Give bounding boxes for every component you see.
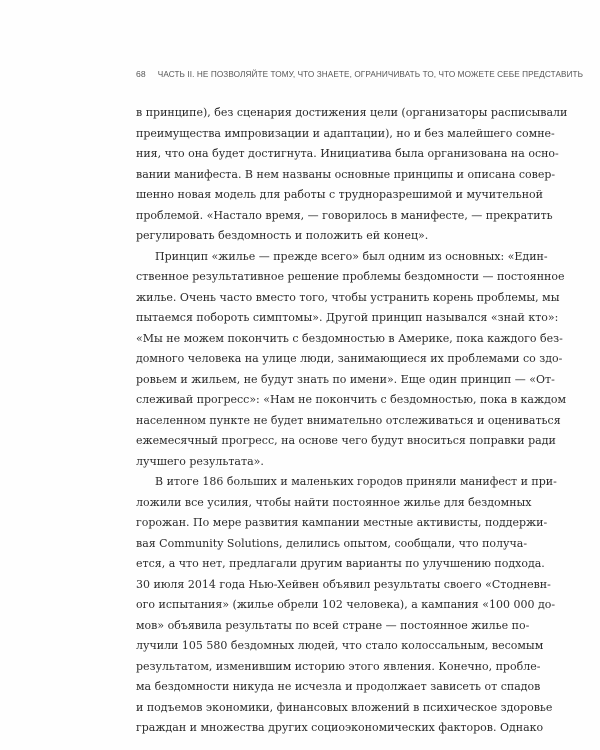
text-line: лучшего результата». — [136, 454, 264, 468]
text-line: граждан и множества других социоэкономических факторов. Однако — [136, 721, 544, 734]
text-line: шенно новая модель для работы с трудноразрешимой и мучительной — [136, 188, 543, 201]
text-line: В итоге 186 больших и маленьких городов приняли манифест и при- — [155, 475, 557, 488]
text-line: населенном пункте не будет внимательно отслеживаться и оцениваться — [136, 413, 561, 427]
page-number: 68 — [136, 69, 146, 79]
text-line: результатом, изменившим историю этого явления. Конечно, пробле- — [136, 659, 541, 673]
text-line: домного человека на улице люди, занимающиеся их проблемами со здо- — [136, 352, 563, 365]
text-line: «Мы не можем покончить с бездомностью в Америке, пока каждого без- — [136, 331, 563, 345]
text-line: мов» объявила результаты по всей стране — постоянное жилье по- — [136, 618, 530, 632]
text-line: преимущества импровизации и адаптации), но и без малейшего сомне- — [136, 126, 555, 140]
paragraph — [136, 103, 568, 247]
text-line: ого испытания» (жилье обрели 102 человека), а кампания «100 000 до- — [136, 598, 556, 611]
text-line: ется, а что нет, предлагали другим варианты по улучшению подхода. — [136, 557, 545, 570]
paragraph — [136, 247, 567, 473]
text-line: ложили все усилия, чтобы найти постоянное жилье для бездомных — [136, 495, 532, 509]
text-line: вании манифеста. В нем названы основные принципы и описана совер- — [136, 167, 556, 181]
running-header — [136, 67, 584, 81]
text-line: слеживай прогресс»: «Нам не покончить с бездомностью, пока в каждом — [136, 393, 567, 406]
text-line: Принцип «жилье — прежде всего» был одним из основных: «Един- — [155, 249, 548, 263]
text-line: ежемесячный прогресс, на основе чего будут вноситься поправки ради — [136, 434, 556, 447]
text-line: ственное результативное решение проблемы бездомности — постоянное — [136, 270, 565, 283]
text-line: вая Community Solutions, делились опытом, сообщали, что получа- — [136, 536, 528, 550]
text-line: в принципе), без сценария достижения цели (организаторы расписывали — [136, 106, 568, 119]
text-line: лучили 105 580 бездомных людей, что стало колоссальным, весомым — [136, 639, 544, 652]
text-line: и подъемов экономики, финансовых вложений в психическое здоровье — [136, 700, 553, 714]
text-line: ния, что она будет достигнута. Инициатива была организована на осно- — [136, 147, 559, 160]
text-line: ровьем и жильем, не будут знать по имени». Еще один принцип — «От- — [136, 372, 555, 386]
text-line: горожан. По мере развития кампании местные активисты, поддержи- — [136, 516, 548, 529]
paragraph — [136, 472, 557, 739]
text-line: 30 июля 2014 года Нью-Хейвен объявил результаты своего «Стодневн- — [136, 577, 551, 591]
text-line: жилье. Очень часто вместо того, чтобы устранить корень проблемы, мы — [136, 290, 560, 304]
text-line: пытаемся побороть симптомы». Другой принцип назывался «знай кто»: — [136, 311, 559, 324]
body-text — [136, 103, 568, 739]
text-line: проблемой. «Настало время, — говорилось в манифесте, — прекратить — [136, 208, 553, 222]
running-title: ЧАСТЬ II. НЕ ПОЗВОЛЯЙТЕ ТОМУ, ЧТО ЗНАЕТЕ, ОГРАНИЧИВАТЬ ТО, ЧТО МОЖЕТЕ СЕБЕ ПРЕДСТАВИТЬ — [157, 70, 584, 79]
text-line: регулировать бездомность и положить ей конец». — [136, 229, 429, 242]
text-line: ма бездомности никуда не исчезла и продолжает зависеть от спадов — [136, 680, 541, 693]
